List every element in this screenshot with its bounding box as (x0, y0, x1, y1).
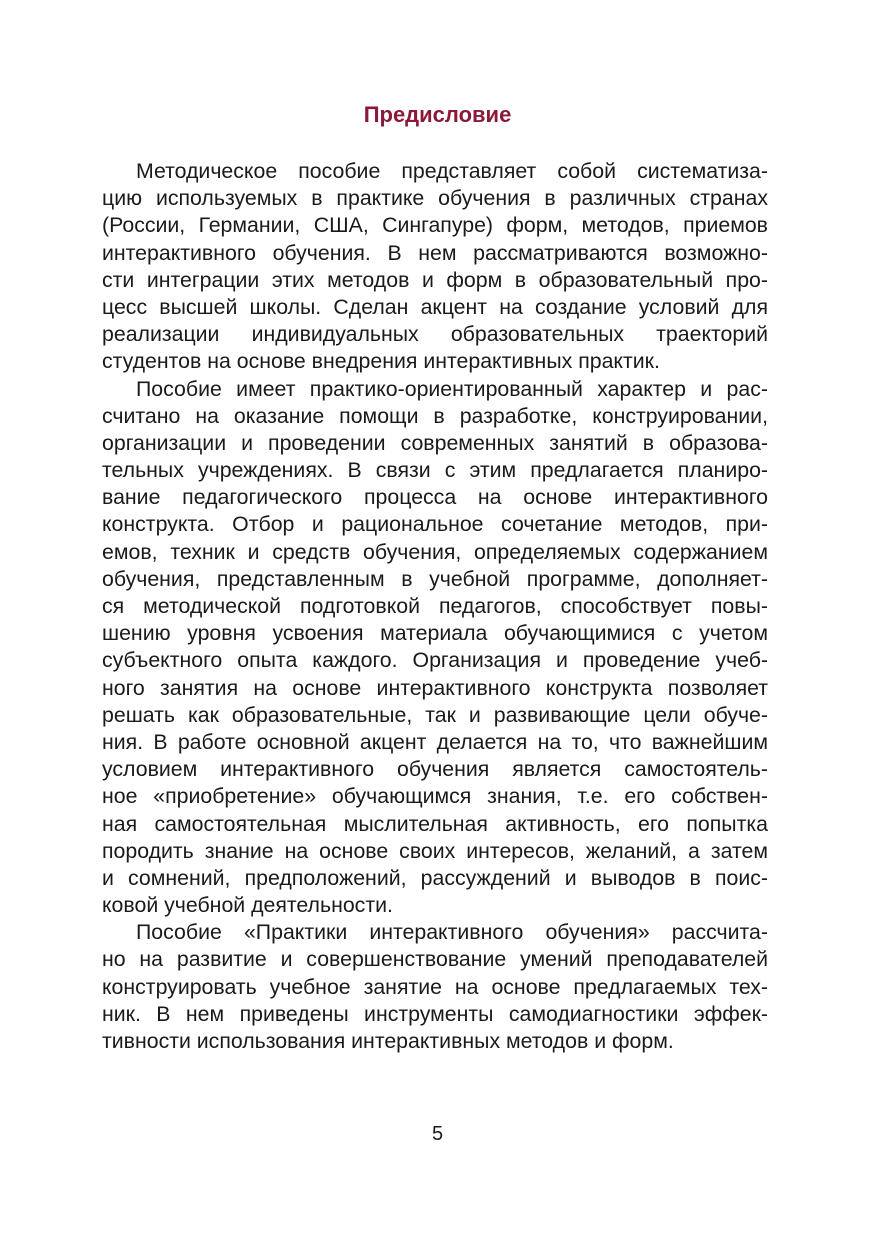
page-number: 5 (431, 1123, 444, 1145)
text-line: ковой учебной деятельности. (102, 893, 393, 918)
text-line: ного занятия на основе интерактивного конструкта позволяет (102, 675, 768, 700)
text-line: Пособие «Практики интерактивного обучения» рассчита- (136, 920, 768, 945)
text-line: студентов на основе внедрения интерактивных практик. (102, 349, 660, 374)
text-line: Методическое пособие представляет собой систематиза- (136, 159, 768, 183)
text-line: условием интерактивного обучения является самостоятель- (102, 757, 768, 782)
text-line: Пособие имеет практико-ориентированный характер и рас- (136, 376, 768, 401)
text-line: вание педагогического процесса на основе интерактивного (102, 485, 768, 510)
text-line: субъектного опыта каждого. Организация и проведение учеб- (102, 648, 768, 673)
text-line: конструкта. Отбор и рациональное сочетание методов, при- (102, 512, 768, 537)
text-line: породить знание на основе своих интересов, желаний, а затем (102, 838, 768, 863)
text-line: обучения, представленным в учебной программе, дополняет- (102, 566, 768, 591)
text-line: организации и проведении современных занятий в образова- (102, 430, 768, 455)
page-title: Предисловие (363, 102, 512, 127)
text-line: ник. В нем приведены инструменты самодиагностики эффек- (102, 1001, 768, 1026)
text-line: цесс высшей школы. Сделан акцент на создание условий для (102, 294, 768, 319)
text-line: считано на оказание помощи в разработке, конструировании, (102, 403, 768, 428)
text-line: интерактивного обучения. В нем рассматриваются возможно- (102, 240, 768, 265)
text-line: (России, Германии, США, Сингапуре) форм, методов, приемов (102, 213, 768, 238)
text-line: тельных учреждениях. В связи с этим предлагается планиро- (102, 458, 768, 483)
text-line: цию используемых в практике обучения в различных странах (102, 186, 768, 211)
text-line: шению уровня усвоения материала обучающимися с учетом (102, 621, 768, 646)
text-line: ная самостоятельная мыслительная активность, его попытка (102, 811, 768, 836)
text-line: конструировать учебное занятие на основе предлагаемых тех- (102, 974, 768, 999)
text-line: ся методической подготовкой педагогов, способствует повы- (102, 594, 768, 618)
text-line: но на развитие и совершенствование умений преподавателей (102, 947, 768, 972)
text-line: и сомнений, предположений, рассуждений и выводов в поис- (102, 865, 768, 890)
text-line: тивности использования интерактивных методов и форм. (102, 1029, 674, 1053)
text-line: сти интеграции этих методов и форм в образовательный про- (102, 267, 768, 292)
text-line: емов, техник и средств обучения, определяемых содержанием (102, 539, 768, 564)
text-line: реализации индивидуальных образовательных траекторий (102, 322, 768, 347)
text-line: ния. В работе основной акцент делается на то, что важнейшим (102, 729, 768, 754)
body-text (102, 158, 768, 1055)
text-line: решать как образовательные, так и развивающие цели обуче- (102, 702, 768, 727)
text-line: ное «приобретение» обучающимся знания, т.е. его собствен- (102, 784, 768, 809)
